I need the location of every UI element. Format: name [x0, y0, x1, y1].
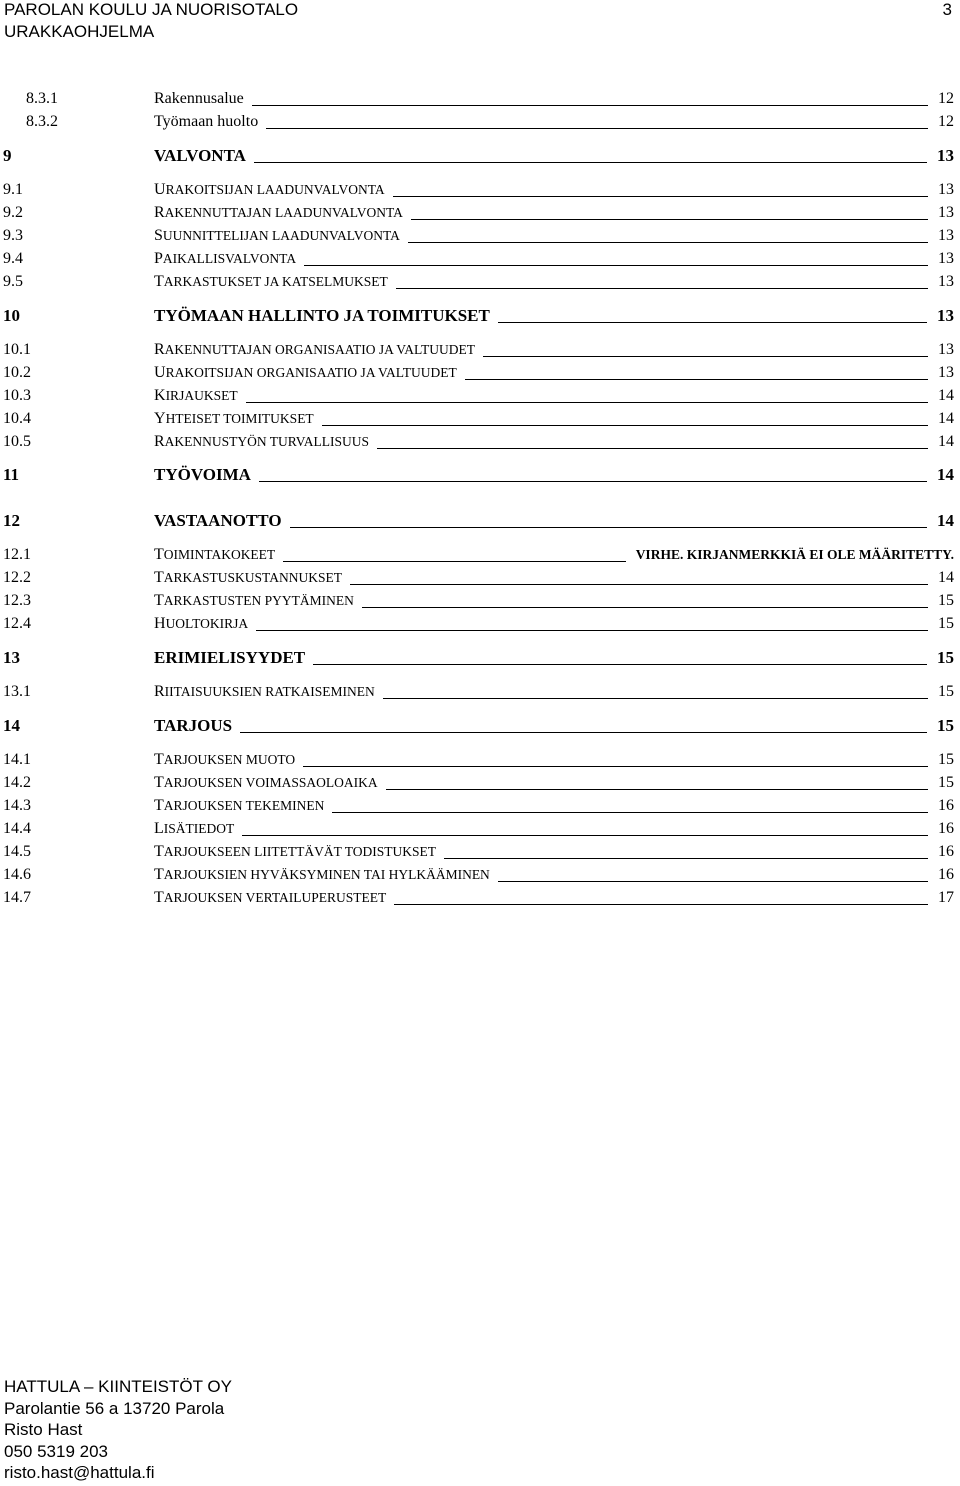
toc-entry[interactable]: [0, 112, 960, 134]
document-header-subtitle: URAKKAOHJELMA: [4, 22, 155, 41]
toc-leader-line: [254, 162, 927, 163]
toc-entry-number: 14.7: [3, 889, 31, 906]
toc-entry-title: TARKASTUSTEN PYYTÄMINEN: [154, 592, 354, 609]
footer-contact-name: Risto Hast: [4, 1420, 83, 1439]
toc-entry-page: 17: [938, 889, 954, 906]
toc-leader-line: [498, 322, 927, 323]
toc-entry-title: TARKASTUKSET JA KATSELMUKSET: [154, 273, 388, 290]
toc-leader-line: [498, 881, 928, 882]
footer-phone: 050 5319 203: [4, 1441, 108, 1461]
toc-leader-line: [394, 904, 928, 905]
toc-entry-page: 15: [937, 716, 954, 735]
toc-entry-title: VASTAANOTTO: [154, 511, 282, 530]
toc-entry-page: 15: [938, 592, 954, 609]
toc-entry-number: 10.4: [3, 410, 31, 427]
toc-entry[interactable]: [0, 865, 960, 887]
toc-entry-page: 14: [937, 511, 954, 530]
toc-leader-line: [408, 242, 928, 243]
toc-entry-number: 14.6: [3, 866, 31, 883]
toc-leader-line: [383, 698, 928, 699]
toc-entry-title: RAKENNUTTAJAN LAADUNVALVONTA: [154, 204, 403, 221]
toc-entry-page: 15: [938, 751, 954, 768]
toc-entry-title: Rakennusalue: [154, 90, 244, 107]
toc-entry-number: 14.1: [3, 751, 31, 768]
toc-entry[interactable]: [0, 272, 960, 294]
toc-entry-title: TARJOUKSEN TEKEMINEN: [154, 797, 325, 814]
toc-leader-line: [386, 789, 928, 790]
toc-entry-page: 13: [938, 273, 954, 290]
toc-entry-page: 15: [938, 683, 954, 700]
toc-entry-title: TARJOUKSIEN HYVÄKSYMINEN TAI HYLKÄÄMINEN: [154, 866, 490, 883]
toc-entry-number: 9.4: [3, 250, 23, 267]
toc-entry-page: 13: [937, 306, 954, 325]
footer-address: Parolantie 56 a 13720 Parola: [4, 1398, 225, 1418]
toc-leader-line: [259, 481, 927, 482]
toc-entry[interactable]: [0, 819, 960, 841]
toc-entry[interactable]: [0, 386, 960, 408]
toc-leader-line: [483, 356, 928, 357]
toc-leader-line: [393, 196, 928, 197]
toc-entry-page: 14: [938, 387, 954, 404]
toc-leader-line: [240, 732, 927, 733]
toc-entry-number: 10.2: [3, 364, 31, 381]
toc-entry[interactable]: [0, 409, 960, 431]
toc-entry[interactable]: [0, 648, 960, 670]
toc-leader-line: [350, 584, 928, 585]
toc-entry-page: 16: [938, 820, 954, 837]
toc-leader-line: [283, 561, 626, 562]
toc-entry-number: 8.3.2: [26, 113, 58, 130]
toc-entry[interactable]: [0, 511, 960, 533]
footer-contact-block: [4, 1376, 232, 1484]
toc-leader-line: [377, 448, 928, 449]
toc-entry[interactable]: [0, 203, 960, 225]
toc-entry[interactable]: [0, 716, 960, 738]
toc-entry-title: TARJOUS: [154, 716, 233, 735]
toc-leader-line: [332, 812, 928, 813]
toc-entry-page: 16: [938, 866, 954, 883]
toc-entry-number: 13.1: [3, 683, 31, 700]
toc-leader-line: [246, 402, 928, 403]
toc-entry[interactable]: [0, 773, 960, 795]
toc-entry-page: 13: [938, 364, 954, 381]
toc-leader-line: [465, 379, 928, 380]
toc-leader-line: [444, 858, 928, 859]
toc-entry-title: Työmaan huolto: [154, 113, 259, 130]
toc-entry[interactable]: [0, 432, 960, 454]
toc-entry-title: TARKASTUSKUSTANNUKSET: [154, 569, 342, 586]
toc-entry[interactable]: [0, 750, 960, 772]
toc-entry-page: 13: [938, 181, 954, 198]
toc-entry-title: TARJOUKSEEN LIITETTÄVÄT TODISTUKSET: [154, 843, 437, 860]
toc-entry-title: TYÖMAAN HALLINTO JA TOIMITUKSET: [154, 306, 490, 325]
toc-entry-page: 13: [938, 250, 954, 267]
toc-entry-page: 14: [937, 465, 954, 484]
toc-leader-line: [396, 288, 928, 289]
toc-entry-title: URAKOITSIJAN ORGANISAATIO JA VALTUUDET: [154, 364, 457, 381]
toc-entry-title: SUUNNITTELIJAN LAADUNVALVONTA: [154, 227, 400, 244]
toc-entry-number: 9.3: [3, 227, 23, 244]
toc-entry[interactable]: [0, 89, 960, 111]
toc-entry-number: 10.1: [3, 341, 31, 358]
toc-entry-title: LISÄTIEDOT: [154, 820, 235, 837]
page-number: 3: [942, 0, 952, 19]
toc-entry-title: YHTEISET TOIMITUKSET: [154, 410, 314, 427]
toc-entry-number: 12.3: [3, 592, 31, 609]
toc-entry-page: 15: [937, 648, 954, 667]
toc-leader-line: [304, 265, 928, 266]
toc-entry-number: 8.3.1: [26, 90, 58, 107]
toc-entry-number: 12.1: [3, 546, 31, 563]
toc-entry[interactable]: [0, 146, 960, 168]
toc-entry-title: TARJOUKSEN VERTAILUPERUSTEET: [154, 889, 387, 906]
toc-leader-line: [411, 219, 928, 220]
toc-entry[interactable]: [0, 545, 960, 567]
toc-entry-title: RIITAISUUKSIEN RATKAISEMINEN: [154, 683, 375, 700]
toc-entry-title: ERIMIELISYYDET: [154, 648, 306, 667]
toc-entry-number: 10: [3, 306, 20, 325]
toc-entry-number: 14.5: [3, 843, 31, 860]
toc-leader-line: [290, 527, 927, 528]
toc-entry[interactable]: [0, 568, 960, 590]
toc-entry-page: 14: [938, 433, 954, 450]
toc-entry-page: 16: [938, 843, 954, 860]
toc-entry-number: 13: [3, 648, 20, 667]
toc-leader-line: [313, 664, 927, 665]
toc-entry-number: 9.2: [3, 204, 23, 221]
toc-leader-line: [242, 835, 928, 836]
toc-entry[interactable]: [0, 226, 960, 248]
toc-entry[interactable]: [0, 249, 960, 271]
toc-leader-line: [266, 128, 928, 129]
toc-entry-title: VALVONTA: [154, 146, 246, 165]
toc-entry-number: 9: [3, 146, 12, 165]
toc-entry[interactable]: [0, 888, 960, 910]
toc-entry-title: TOIMINTAKOKEET: [154, 546, 276, 563]
toc-entry-title: TARJOUKSEN MUOTO: [154, 751, 296, 768]
toc-entry[interactable]: [0, 842, 960, 864]
toc-entry-page: 13: [938, 204, 954, 221]
toc-entry-title: KIRJAUKSET: [154, 387, 238, 404]
toc-entry-title: URAKOITSIJAN LAADUNVALVONTA: [154, 181, 385, 198]
toc-entry-page: 16: [938, 797, 954, 814]
toc-entry-title: TARJOUKSEN VOIMASSAOLOAIKA: [154, 774, 378, 791]
toc-entry-number: 12.4: [3, 615, 31, 632]
toc-leader-line: [303, 766, 928, 767]
toc-entry-number: 9.5: [3, 273, 23, 290]
toc-entry-number: 14.3: [3, 797, 31, 814]
toc-entry-number: 12.2: [3, 569, 31, 586]
toc-entry-page: 14: [938, 569, 954, 586]
toc-leader-line: [252, 105, 928, 106]
toc-entry[interactable]: [0, 180, 960, 202]
toc-entry[interactable]: [0, 614, 960, 636]
toc-entry[interactable]: [0, 591, 960, 613]
toc-entry-number: 11: [3, 465, 20, 484]
toc-entry-page: 12: [938, 113, 954, 130]
toc-entry[interactable]: [0, 682, 960, 704]
toc-entry-number: 14.4: [3, 820, 31, 837]
toc-entry-title: RAKENNUSTYÖN TURVALLISUUS: [154, 433, 369, 450]
toc-entry-page: 15: [938, 774, 954, 791]
toc-entry-title: TYÖVOIMA: [154, 465, 251, 484]
toc-entry[interactable]: [0, 306, 960, 328]
toc-entry-title: PAIKALLISVALVONTA: [154, 250, 297, 267]
toc-entry-number: 14.2: [3, 774, 31, 791]
toc-leader-line: [256, 630, 928, 631]
toc-entry-number: 10.3: [3, 387, 31, 404]
toc-entry[interactable]: [0, 363, 960, 385]
toc-leader-line: [362, 607, 928, 608]
toc-entry-number: 12: [3, 511, 20, 530]
toc-entry[interactable]: [0, 796, 960, 818]
toc-entry-page: 14: [938, 410, 954, 427]
toc-entry-page: 13: [938, 227, 954, 244]
toc-entry-number: 10.5: [3, 433, 31, 450]
document-header-title: PAROLAN KOULU JA NUORISOTALO: [4, 0, 299, 19]
toc-entry[interactable]: [0, 465, 960, 487]
footer-email: risto.hast@hattula.fi: [4, 1463, 155, 1482]
toc-entry-number: 14: [3, 716, 20, 735]
toc-entry[interactable]: [0, 340, 960, 362]
toc-entry-page: VIRHE. KIRJANMERKKIÄ EI OLE MÄÄRITETTY.: [635, 547, 954, 562]
footer-company: HATTULA – KIINTEISTÖT OY: [4, 1377, 232, 1396]
toc-entry-number: 9.1: [3, 181, 23, 198]
toc-entry-page: 15: [938, 615, 954, 632]
toc-entry-title: HUOLTOKIRJA: [154, 615, 249, 632]
toc-entry-page: 13: [938, 341, 954, 358]
toc-entry-title: RAKENNUTTAJAN ORGANISAATIO JA VALTUUDET: [154, 341, 475, 358]
toc-leader-line: [322, 425, 928, 426]
toc-entry-page: 12: [938, 90, 954, 107]
toc-entry-page: 13: [937, 146, 954, 165]
